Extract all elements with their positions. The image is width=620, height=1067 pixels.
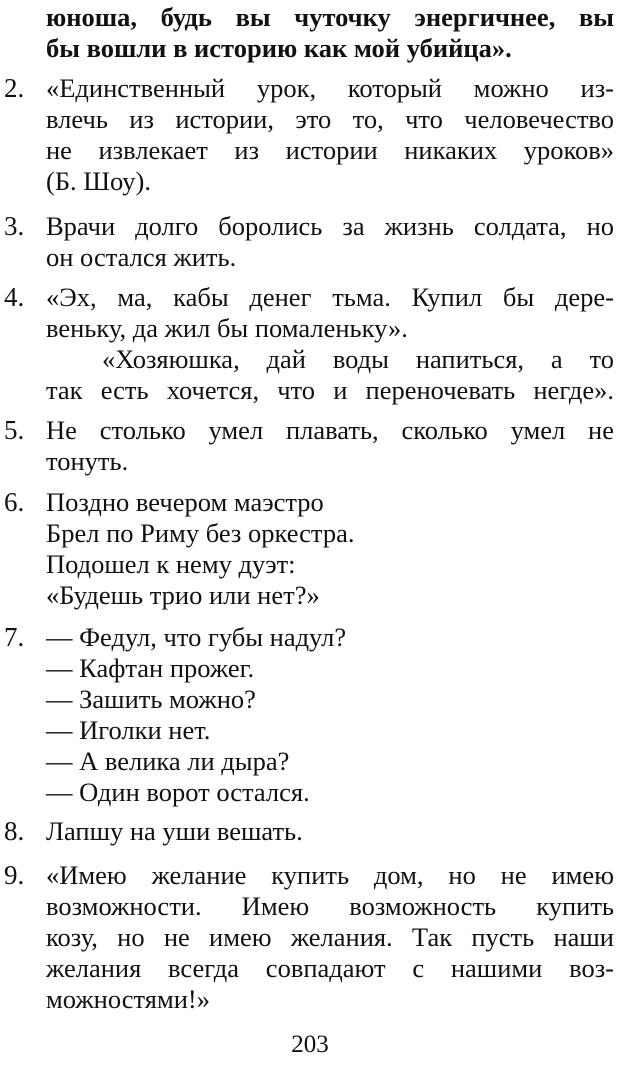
- item-text: [46, 282, 614, 406]
- item-text: [46, 622, 614, 808]
- text-line: «Единственный урок, который можно из-: [46, 73, 614, 103]
- text-line: «Эх, ма, кабы денег тьма. Купил бы дере-: [46, 282, 614, 312]
- text-line: Брел по Риму без оркестра.: [46, 518, 355, 548]
- item-number: 2.: [4, 73, 25, 103]
- text-line: — Кафтан прожег.: [46, 653, 255, 683]
- item-number: 9.: [4, 860, 25, 890]
- text-line: влечь из истории, это то, что человечество: [46, 104, 614, 134]
- text-line: — Зашить можно?: [46, 684, 256, 714]
- item-text: [46, 860, 614, 1015]
- text-line: «Будешь трио или нет?»: [46, 580, 320, 610]
- text-line: так есть хочется, что и переночевать негде».: [46, 375, 614, 405]
- item-number: 4.: [4, 282, 25, 312]
- item-text: [46, 415, 614, 477]
- text-line: можностями!»: [46, 984, 210, 1014]
- text-line: Поздно вечером маэстро: [46, 487, 324, 517]
- text-line: козу, но не имею желания. Так пусть наши: [46, 922, 614, 952]
- item-number: 5.: [4, 415, 25, 445]
- text-line: юноша, будь вы чуточку энергичнее, вы: [46, 2, 614, 32]
- item-number: 3.: [4, 211, 25, 241]
- text-line: Врачи долго боролись за жизнь солдата, но: [46, 211, 614, 241]
- item-number: 7.: [4, 622, 25, 652]
- item-text: [46, 816, 614, 847]
- text-line: Лапшу на уши вешать.: [46, 816, 303, 846]
- item-text: [46, 2, 614, 64]
- text-line: Не столько умел плавать, сколько умел не: [46, 415, 614, 445]
- text-line: (Б. Шоу).: [46, 166, 151, 196]
- text-line: бы вошли в историю как мой убийца».: [46, 33, 512, 63]
- text-line: веньку, да жил бы помаленьку».: [46, 313, 408, 343]
- page-number: 203: [291, 1031, 329, 1058]
- text-line: желания всегда совпадают с нашими воз-: [46, 953, 614, 983]
- text-line: — А велика ли дыра?: [46, 746, 290, 776]
- text-line: он остался жить.: [46, 242, 237, 272]
- text-line: Подошел к нему дуэт:: [46, 549, 296, 579]
- item-number: 8.: [4, 816, 25, 846]
- text-line: — Федул, что губы надул?: [46, 622, 347, 652]
- text-line: не извлекает из истории никаких уроков»: [46, 135, 614, 165]
- item-text: [46, 211, 614, 273]
- text-line: возможности. Имею возможность купить: [46, 891, 614, 921]
- item-number: 6.: [4, 487, 25, 517]
- text-line: — Один ворот остался.: [46, 777, 310, 807]
- text-line: «Хозяюшка, дай воды напиться, а то: [102, 344, 614, 374]
- item-text: [46, 73, 614, 197]
- text-line: тонуть.: [46, 446, 129, 476]
- text-line: — Иголки нет.: [46, 715, 211, 745]
- item-text: [46, 487, 614, 611]
- text-line: «Имею желание купить дом, но не имею: [46, 860, 614, 890]
